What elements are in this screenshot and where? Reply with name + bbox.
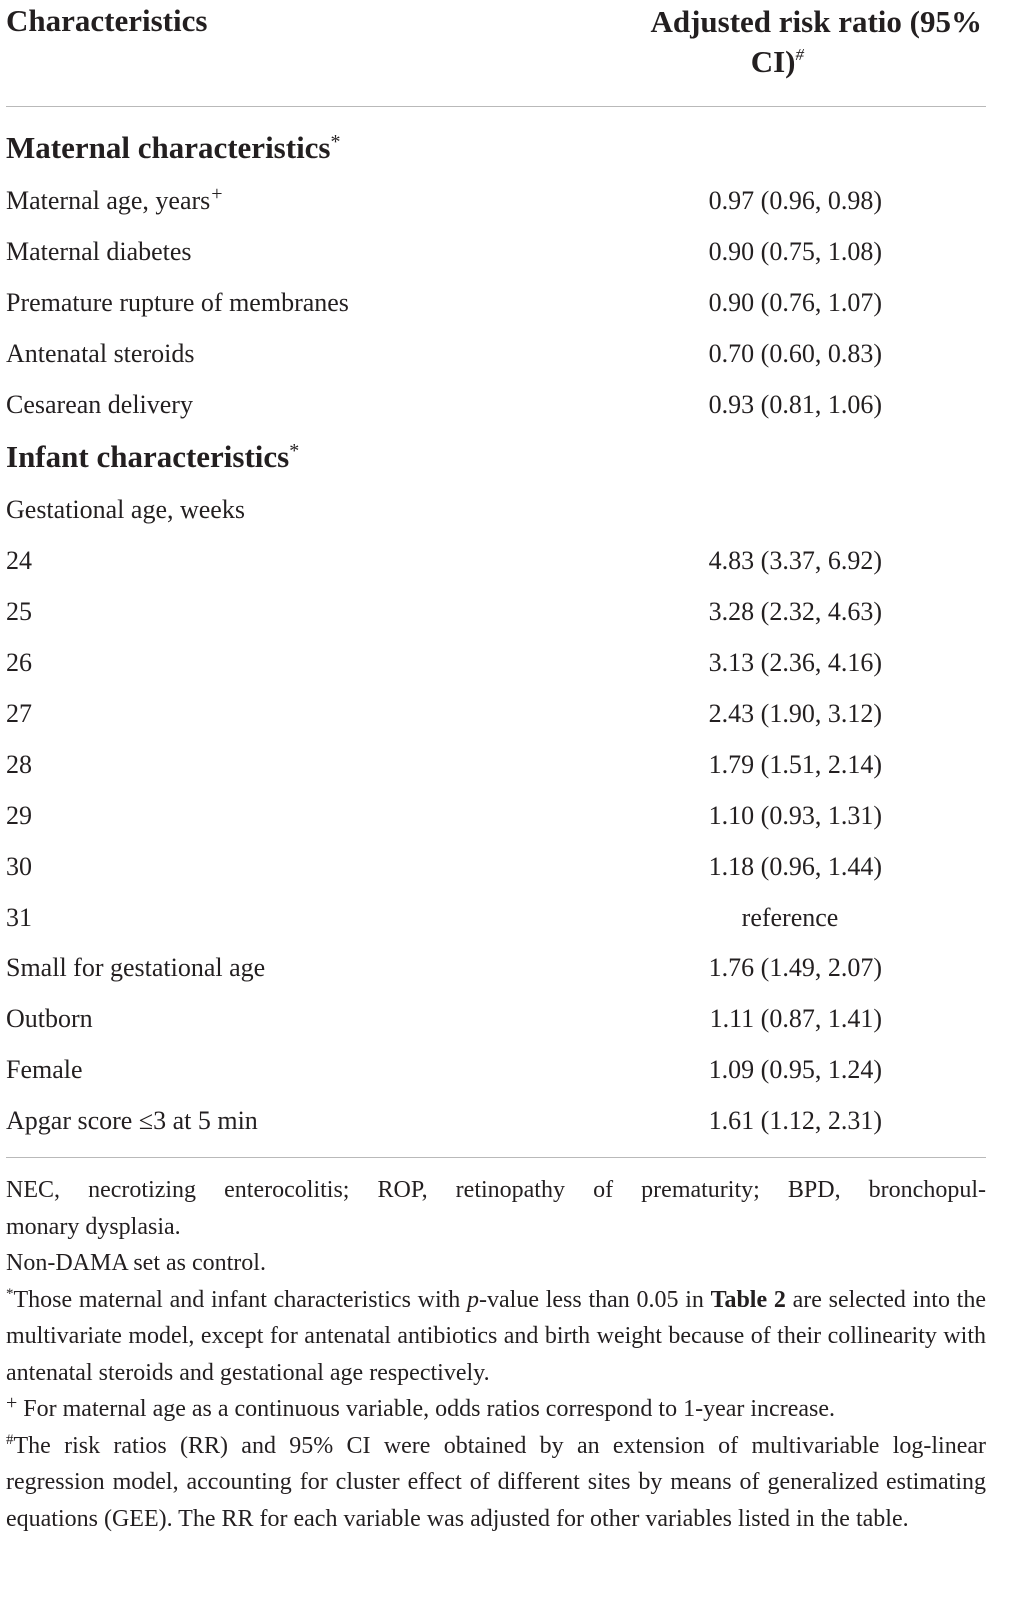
row-label: Antenatal steroids (6, 338, 195, 368)
table-row (0, 277, 1017, 328)
header-hash-mark: # (795, 45, 804, 64)
row-value: 0.93 (0.81, 1.06) (708, 389, 882, 419)
row-value: 1.76 (1.49, 2.07) (708, 953, 882, 983)
table-row (0, 688, 1017, 739)
header-divider (6, 106, 986, 107)
row-label-text: Maternal age, years (6, 186, 211, 215)
footnote-p-italic: p (467, 1286, 480, 1313)
row-label: 25 (6, 597, 32, 627)
row-label: 31 (6, 902, 32, 932)
table-row (0, 1044, 1017, 1095)
footnote-hash-text: The risk ratios (RR) and 95% CI were obtained by an extension of multivariable log-linear regression model, accounting for cluster effect of different sites by means of generalized estimating equations (GEE). The RR for each variable was adjusted for other variables listed in the table. (6, 1432, 986, 1532)
footnote-plus (6, 1391, 986, 1428)
row-label: Cesarean delivery (6, 389, 193, 419)
row-label: Premature rupture of membranes (6, 287, 349, 317)
section-maternal (0, 120, 1017, 175)
table-row (0, 226, 1017, 277)
section-star-mark: * (289, 440, 300, 463)
header-risk-ratio-line2 (600, 42, 982, 82)
footnote-plus-mark: + (6, 1392, 18, 1414)
table-row (0, 535, 1017, 586)
footnote-abbreviations-line1: NEC, necrotizing enterocolitis; ROP, retinopathy of prematurity; BPD, bronchopul- (6, 1177, 986, 1203)
row-label: 27 (6, 699, 32, 729)
row-value: 4.83 (3.37, 6.92) (708, 546, 882, 576)
row-value: 1.10 (0.93, 1.31) (708, 800, 882, 830)
row-value: 1.09 (0.95, 1.24) (708, 1055, 882, 1085)
section-maternal-title: Maternal characteristics (6, 130, 331, 165)
section-star-mark: * (330, 131, 341, 153)
table-row (0, 637, 1017, 688)
row-label: 28 (6, 749, 32, 779)
section-title (6, 439, 299, 475)
footnote-star-text-a: Those maternal and infant characteristics with (13, 1286, 468, 1313)
row-value: 1.11 (0.87, 1.41) (709, 1004, 882, 1034)
row-value: 2.43 (1.90, 3.12) (708, 699, 882, 729)
plus-mark: + (211, 183, 223, 205)
table-row (0, 328, 1017, 379)
table-row (0, 790, 1017, 841)
table-row (0, 739, 1017, 790)
table-footnotes (6, 1172, 986, 1537)
footnote-table-ref[interactable]: Table 2 (710, 1286, 786, 1313)
row-value: 1.61 (1.12, 2.31) (708, 1106, 882, 1136)
table-row (0, 379, 1017, 430)
row-value: 1.18 (0.96, 1.44) (708, 851, 882, 881)
table-header (0, 0, 1017, 108)
footnote-star-text-c: are selected into the multivariate model, except for antenatal antibiotics and birth weight because of their collinearity with antenatal steroids and gestational age respectively. (6, 1286, 986, 1386)
row-value-reference: reference (741, 902, 839, 932)
header-risk-ratio-line1: Adjusted risk ratio (95% (650, 4, 982, 39)
row-label (6, 185, 223, 217)
section-infant-title: Infant characteristics (6, 439, 290, 475)
table-row (0, 484, 1017, 535)
footnote-plus-text: For maternal age as a continuous variable, odds ratios correspond to 1-year increase. (17, 1396, 835, 1422)
table-row (0, 993, 1017, 1044)
header-characteristics: Characteristics (6, 3, 208, 38)
table-row (0, 586, 1017, 637)
table-body (0, 120, 1017, 1146)
section-title (6, 130, 341, 166)
row-label: Small for gestational age (6, 953, 266, 983)
table-row (0, 1095, 1017, 1146)
row-label: Outborn (6, 1004, 93, 1034)
row-label: 24 (6, 546, 32, 576)
table-row (0, 841, 1017, 892)
row-value: 3.13 (2.36, 4.16) (708, 648, 882, 678)
row-label: 26 (6, 648, 32, 678)
footnote-star-mark: * (6, 1285, 14, 1302)
footnote-control: Non-DAMA set as control. (6, 1250, 266, 1276)
row-label: Apgar score ≤3 at 5 min (6, 1106, 258, 1136)
table-row (0, 892, 1017, 943)
row-label: Maternal diabetes (6, 236, 192, 266)
section-infant (0, 429, 1017, 484)
header-risk-ratio (600, 2, 982, 82)
header-ci-text: CI) (750, 44, 796, 79)
row-value: 0.97 (0.96, 0.98) (708, 186, 882, 215)
footnote-star-text-b: -value less than 0.05 in (479, 1286, 711, 1313)
footnote-abbreviations-line2: monary dysplasia. (6, 1213, 181, 1240)
row-value: 0.70 (0.60, 0.83) (708, 338, 882, 368)
footnote-hash (6, 1428, 986, 1538)
row-label: Female (6, 1055, 83, 1085)
table-row (0, 175, 1017, 226)
row-label: 30 (6, 851, 32, 881)
row-label: 29 (6, 800, 32, 830)
row-label: Gestational age, weeks (6, 495, 245, 525)
footnote-star (6, 1282, 986, 1392)
row-value: 0.90 (0.75, 1.08) (708, 236, 882, 266)
footnote-hash-mark: # (6, 1431, 14, 1448)
row-value: 3.28 (2.32, 4.63) (708, 597, 882, 627)
footer-divider (6, 1157, 986, 1158)
table-row (0, 942, 1017, 993)
row-value: 0.90 (0.76, 1.07) (708, 287, 882, 317)
row-value: 1.79 (1.51, 2.14) (708, 749, 882, 779)
